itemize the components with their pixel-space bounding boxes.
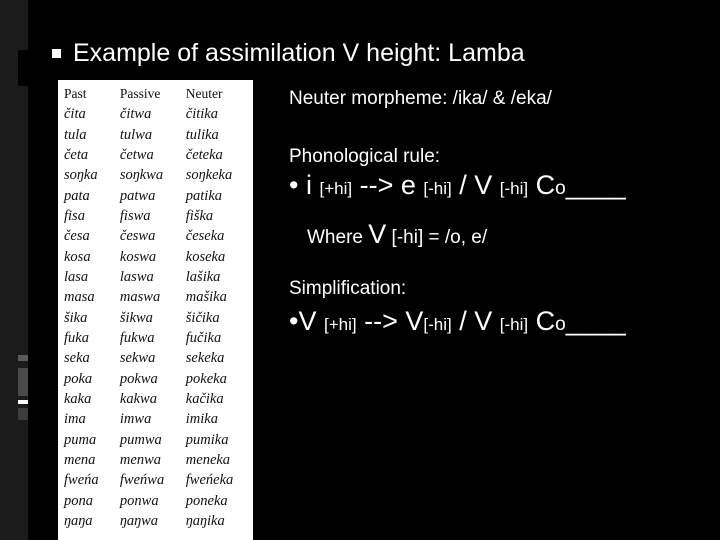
lamba-data-table (62, 86, 250, 531)
table-row (62, 348, 250, 368)
simplification-label: Simplification: (289, 278, 407, 299)
table-row (62, 328, 250, 348)
cell-neuter: sekeka (185, 350, 225, 367)
cell-neuter: fweńeka (185, 472, 234, 489)
phonological-rule-formula (289, 170, 626, 201)
cell-neuter: pokeka (185, 370, 227, 387)
consonant-c: C (535, 170, 556, 200)
cell-past: ŋaŋa (64, 513, 93, 530)
blank-underline: ____ (565, 170, 626, 200)
cell-neuter: patika (185, 187, 223, 204)
cell-passive: čitwa (119, 106, 152, 123)
cell-past: kaka (64, 390, 92, 407)
cell-passive: pumwa (119, 431, 162, 448)
table-row (62, 470, 250, 490)
table-row (62, 104, 250, 124)
cell-passive: tulwa (119, 126, 153, 143)
left-accent-stripe (18, 400, 28, 404)
where-rest: [-hi] = /o, e/ (391, 227, 488, 248)
cell-passive: patwa (119, 187, 156, 204)
cell-passive: četwa (119, 146, 154, 163)
cell-past: tula (64, 126, 87, 143)
slide-title: Example of assimilation V height: Lamba (73, 38, 525, 67)
feature-minus-hi: [-hi] (499, 179, 529, 198)
cell-past: čita (64, 106, 86, 123)
cell-neuter: ŋaŋika (185, 513, 225, 530)
cell-passive: fukwa (119, 329, 155, 346)
cell-past: četa (64, 146, 89, 163)
left-decor-block (18, 50, 28, 86)
table-row (62, 246, 250, 266)
left-accent-stripe (18, 408, 28, 420)
simplified-rule-formula (289, 306, 626, 337)
rule-arrow-v: --> V (364, 306, 424, 336)
lamba-data-table-panel (58, 80, 253, 540)
feature-plus-hi: [+hi] (319, 179, 353, 198)
feature-minus-hi: [-hi] (423, 315, 452, 334)
rule-environment-v: / V (459, 306, 493, 336)
column-header-neuter: Neuter (185, 86, 223, 101)
cell-neuter: lašika (185, 268, 221, 285)
cell-passive: menwa (119, 452, 161, 469)
cell-passive: šikwa (119, 309, 153, 326)
table-row (62, 267, 250, 287)
cell-passive: fweńwa (119, 472, 165, 489)
square-bullet-icon (52, 49, 61, 58)
cell-neuter: šičika (185, 309, 220, 326)
left-accent-stripe (18, 355, 28, 361)
column-header-passive: Passive (119, 86, 161, 101)
rule-bullet-v: •V (289, 306, 317, 336)
neuter-morpheme-text: Neuter morpheme: /ika/ & /eka/ (289, 88, 552, 109)
consonant-c: C (535, 306, 556, 336)
cell-passive: ponwa (119, 492, 159, 509)
cell-passive: maswa (119, 289, 161, 306)
cell-neuter: četeka (185, 146, 223, 163)
phonological-rule-label: Phonological rule: (289, 146, 441, 167)
cell-past: masa (64, 289, 95, 306)
cell-neuter: koseka (185, 248, 226, 265)
where-clause (307, 219, 487, 250)
rule-arrow-e: --> e (359, 170, 416, 200)
cell-neuter: poneka (185, 492, 228, 509)
cell-past: šika (64, 309, 88, 326)
cell-past: česa (64, 228, 90, 245)
blank-underline: ____ (565, 306, 626, 336)
table-row (62, 124, 250, 144)
cell-passive: kakwa (119, 390, 157, 407)
cell-neuter: mašika (185, 289, 227, 306)
cell-past: kosa (64, 248, 91, 265)
cell-passive: imwa (119, 411, 152, 428)
table-row (62, 185, 250, 205)
column-header-past: Past (64, 86, 87, 101)
slide-title-row (52, 36, 525, 70)
table-row (62, 368, 250, 388)
table-header-row (62, 86, 250, 104)
feature-minus-hi: [-hi] (423, 179, 452, 198)
cell-past: soŋka (64, 167, 98, 184)
cell-passive: laswa (119, 268, 154, 285)
cell-passive: fiswa (119, 207, 151, 224)
cell-past: poka (64, 370, 93, 387)
cell-passive: ŋaŋwa (119, 513, 159, 530)
cell-passive: česwa (119, 228, 156, 245)
table-row (62, 287, 250, 307)
table-row (62, 409, 250, 429)
feature-minus-hi: [-hi] (499, 315, 529, 334)
rule-environment-v: / V (459, 170, 493, 200)
table-row (62, 450, 250, 470)
cell-past: fisa (64, 207, 85, 224)
cell-neuter: fučika (185, 329, 222, 346)
cell-past: lasa (64, 268, 89, 285)
cell-passive: soŋkwa (119, 167, 164, 184)
cell-past: seka (64, 350, 90, 367)
cell-past: pona (64, 492, 93, 509)
table-row (62, 226, 250, 246)
cell-past: pata (64, 187, 90, 204)
cell-neuter: česeka (185, 228, 225, 245)
cell-past: ima (64, 411, 86, 428)
feature-plus-hi: [+hi] (323, 315, 357, 334)
cell-passive: koswa (119, 248, 157, 265)
cell-neuter: meneka (185, 452, 231, 469)
cell-neuter: čitika (185, 106, 218, 123)
cell-neuter: tulika (185, 126, 219, 143)
subscript-o: o (555, 178, 566, 199)
where-prefix: Where (307, 227, 363, 248)
table-row (62, 145, 250, 165)
cell-passive: sekwa (119, 350, 156, 367)
rule-bullet-i: • i (289, 170, 312, 200)
table-body (62, 104, 250, 531)
cell-neuter: imika (185, 411, 218, 428)
where-v: V (368, 219, 387, 249)
cell-past: mena (64, 452, 96, 469)
table-row (62, 511, 250, 531)
left-accent-stripe (18, 368, 28, 396)
table-row (62, 430, 250, 450)
cell-neuter: kačika (185, 390, 224, 407)
cell-neuter: soŋkeka (185, 167, 233, 184)
cell-neuter: fiška (185, 207, 214, 224)
table-row (62, 491, 250, 511)
cell-past: fweńa (64, 472, 99, 489)
cell-past: puma (64, 431, 97, 448)
cell-passive: pokwa (119, 370, 158, 387)
table-row (62, 389, 250, 409)
cell-past: fuka (64, 329, 89, 346)
table-row (62, 307, 250, 327)
subscript-o: o (555, 314, 566, 335)
table-row (62, 165, 250, 185)
table-row (62, 206, 250, 226)
cell-neuter: pumika (185, 431, 229, 448)
